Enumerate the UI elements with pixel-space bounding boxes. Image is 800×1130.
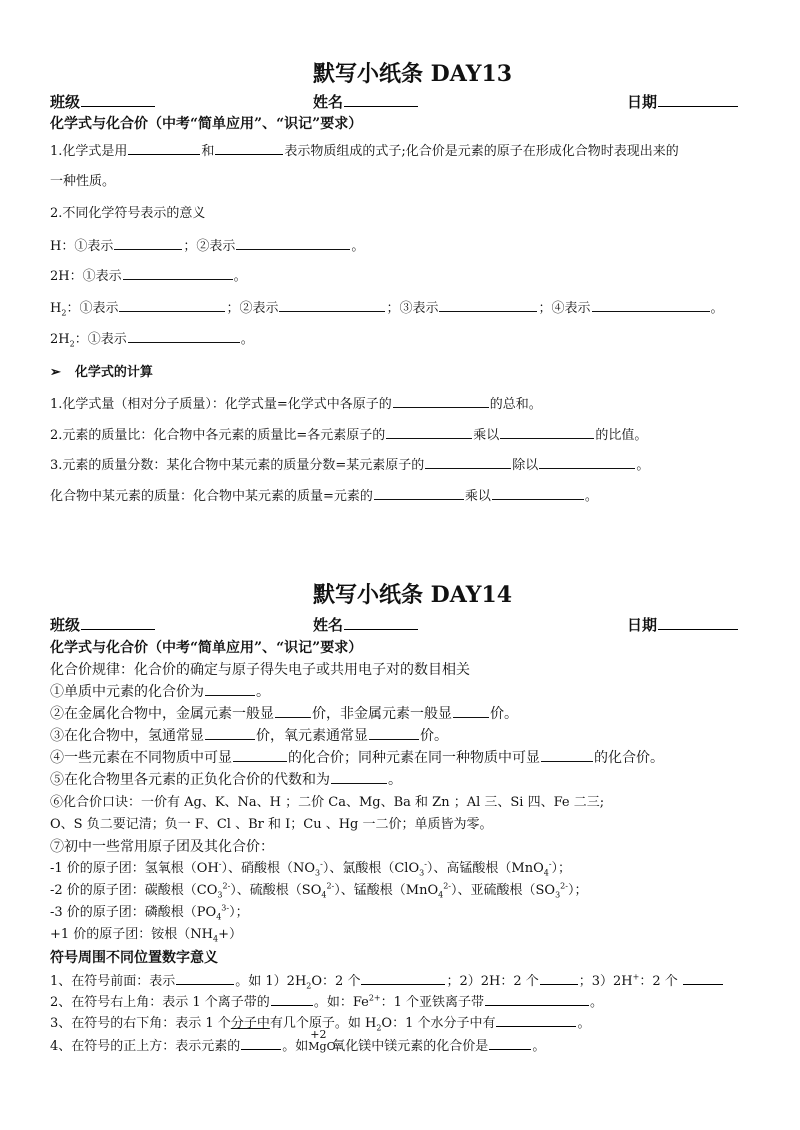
valence-mark: +2 (310, 1028, 327, 1041)
group-minus1: -1 价的原子团：氢氧根（OH-）、硝酸根$(NO_3^-)$、氯酸根（ClO$_3$-）、高锰酸根（MnO$_4$-）； (50, 859, 572, 878)
2h2-blank-1[interactable] (128, 341, 240, 343)
symbol-4-blank-1[interactable] (241, 1048, 281, 1050)
calc-1-line: 1.化学式量（相对分子质量）：化学式量=化学式中各原子的 的总和。 (50, 397, 542, 412)
calc-4-blank-1[interactable] (374, 498, 464, 500)
calc-3-blank-1[interactable] (425, 467, 511, 469)
rule-1-blank[interactable] (205, 694, 255, 696)
rule-2-blank-2[interactable] (453, 716, 489, 718)
date-label: 日期 (627, 93, 658, 111)
symbol-1-blank-4[interactable] (683, 983, 723, 985)
h-blank-2[interactable] (236, 248, 350, 250)
calc-4-line: 化合物中某元素的质量：化合物中某元素的质量=元素的 乘以 。 (50, 489, 598, 504)
rule-3: ③在化合物中，氢通常显 价，氧元素通常显 价。 (50, 728, 448, 744)
q1-blank-1[interactable] (128, 153, 200, 155)
rule-3-blank-2[interactable] (369, 738, 419, 740)
day13-class-field[interactable] (50, 95, 156, 110)
h2-blank-3[interactable] (439, 310, 537, 312)
rule-5-blank[interactable] (331, 782, 387, 784)
name-blank[interactable] (344, 105, 418, 107)
symbol-1-blank-1[interactable] (176, 983, 234, 985)
h2-blank-4[interactable] (592, 310, 710, 312)
symbol-1-blank-2[interactable] (361, 983, 445, 985)
calc-3-line: 3.元素的质量分数：某化合物中某元素的质量分数=某元素原子的 除以 。 (50, 458, 650, 473)
day13-title: 默写小纸条 DAY13 (313, 61, 513, 87)
symbol-1: 1、在符号前面：表示 。如 $1)2H_2O$：2 个 ；2）2H：2 个 ；3）2H+：2 个 (50, 975, 724, 988)
day14-section1-heading: 化学式与化合价（中考“简单应用”、“识记”要求） (50, 640, 363, 656)
date-blank[interactable] (658, 628, 738, 630)
day14-title: 默写小纸条 DAY14 (313, 582, 513, 608)
2h-blank-1[interactable] (123, 278, 233, 280)
day13-name-field[interactable] (313, 95, 419, 110)
day14-section2-heading: 符号周围不同位置数字意义 (50, 950, 218, 966)
rule-2-blank-1[interactable] (275, 716, 311, 718)
date-label: 日期 (627, 616, 658, 634)
day14-date-field[interactable] (627, 618, 739, 633)
q2-heading: 2.不同化学符号表示的意义 (50, 206, 206, 221)
symbol-1-blank-3[interactable] (540, 983, 578, 985)
h-meaning-line: H：①表示 ；②表示 。 (50, 239, 365, 254)
calc-3-blank-2[interactable] (539, 467, 635, 469)
symbol-4-blank-2[interactable] (489, 1048, 531, 1050)
2h-meaning-line: 2H：①表示 。 (50, 269, 247, 284)
date-blank[interactable] (658, 105, 738, 107)
class-label: 班级 (50, 93, 81, 111)
q1-blank-2[interactable] (215, 153, 283, 155)
class-label: 班级 (50, 616, 81, 634)
name-label: 姓名 (313, 616, 344, 634)
rule-5: ⑤在化合物里各元素的正负化合价的代数和为 。 (50, 772, 402, 788)
h2-blank-2[interactable] (279, 310, 385, 312)
rule-4-blank-1[interactable] (233, 760, 287, 762)
calc-2-blank-1[interactable] (386, 437, 472, 439)
mgo-valence-formula: +2 MgO (308, 1028, 336, 1053)
group-minus3: -3 价的原子团：磷酸根$(PO_4^{3-})$； (50, 903, 249, 922)
calc-4-blank-2[interactable] (492, 498, 584, 500)
symbol-2-blank-1[interactable] (271, 1004, 313, 1006)
symbol-2-blank-2[interactable] (485, 1004, 589, 1006)
name-label: 姓名 (313, 93, 344, 111)
rule-6-line2: O、S 负二要记清；负一 F、Cl 、Br 和 I；Cu 、Hg 一二价；单质皆为零。 (50, 817, 493, 832)
rule-1: ①单质中元素的化合价为 。 (50, 684, 270, 700)
rule-4: ④一些元素在不同物质中可显 的化合价；同种元素在同一种物质中可显 的化合价。 (50, 750, 664, 766)
class-blank[interactable] (81, 105, 155, 107)
rule-4-blank-2[interactable] (541, 760, 593, 762)
q1-line1: 1.化学式是用 和 表示物质组成的式子;化合价是元素的原子在形成化合物时表现出来的 (50, 144, 679, 159)
day14-class-field[interactable] (50, 618, 156, 633)
symbol-2: 2、在符号右上角：表示 1 个离子带的 。如：$Fe^{2+}$：1 个亚铁离子带 。 (50, 993, 604, 1010)
day13-section1-heading: 化学式与化合价（中考“简单应用”、“识记”要求） (50, 116, 363, 132)
day13-date-field[interactable] (627, 95, 739, 110)
calc-1-blank[interactable] (393, 406, 489, 408)
h-blank-1[interactable] (114, 248, 182, 250)
calc-2-line: 2.元素的质量比：化合物中各元素的质量比=各元素原子的 乘以 的比值。 (50, 428, 648, 443)
day14-name-field[interactable] (313, 618, 419, 633)
symbol-3: 3、在符号的右下角：表示 1 个分子中有几个原子。如 $H_2O$：1 个水分子中有 。 (50, 1016, 591, 1033)
rule-6-line1: ⑥化合价口诀：一价有 Ag、K、Na、H ；二价 Ca、Mg、Ba 和 Zn ；Al 三、Si 四、Fe 二三; (50, 795, 605, 810)
group-plus1: +1 价的原子团：铵根$(NH_4+)$ (50, 927, 243, 944)
rule-3-blank-1[interactable] (205, 738, 255, 740)
calc-2-blank-2[interactable] (500, 437, 594, 439)
arrow-bullet-icon: ➢ (50, 365, 61, 380)
h2-meaning-line: $H_2$：①表示 ；②表示 ；③表示 ；④表示 。 (50, 301, 724, 318)
rule-2: ②在金属化合物中，金属元素一般显 价，非金属元素一般显 价。 (50, 706, 518, 722)
2h2-meaning-line: $2H_2$：①表示 。 (50, 332, 254, 349)
q1-line2: 一种性质。 (50, 174, 116, 189)
symbol-3-blank[interactable] (496, 1025, 576, 1027)
name-blank[interactable] (344, 628, 418, 630)
class-blank[interactable] (81, 628, 155, 630)
symbol-4: 4、在符号的正上方：表示元素的 。如 +2 MgO氧化镁中镁元素的化合价是 。 (50, 1028, 546, 1054)
rule-7: ⑦初中一些常用原子团及其化合价： (50, 839, 274, 855)
rule-intro: 化合价规律：化合价的确定与原子得失电子或共用电子对的数目相关 (50, 662, 470, 678)
group-minus2: -2 价的原子团：碳酸根$(CO_3^{2-})$、硫酸根$(SO_4^{2-})$、锰酸根（MnO$_4^{2-}$）、亚硫酸根$(SO_3^{2-})$； (50, 881, 588, 900)
day13-section2-heading: ➢ 化学式的计算 (50, 365, 153, 380)
h2-blank-1[interactable] (119, 310, 225, 312)
